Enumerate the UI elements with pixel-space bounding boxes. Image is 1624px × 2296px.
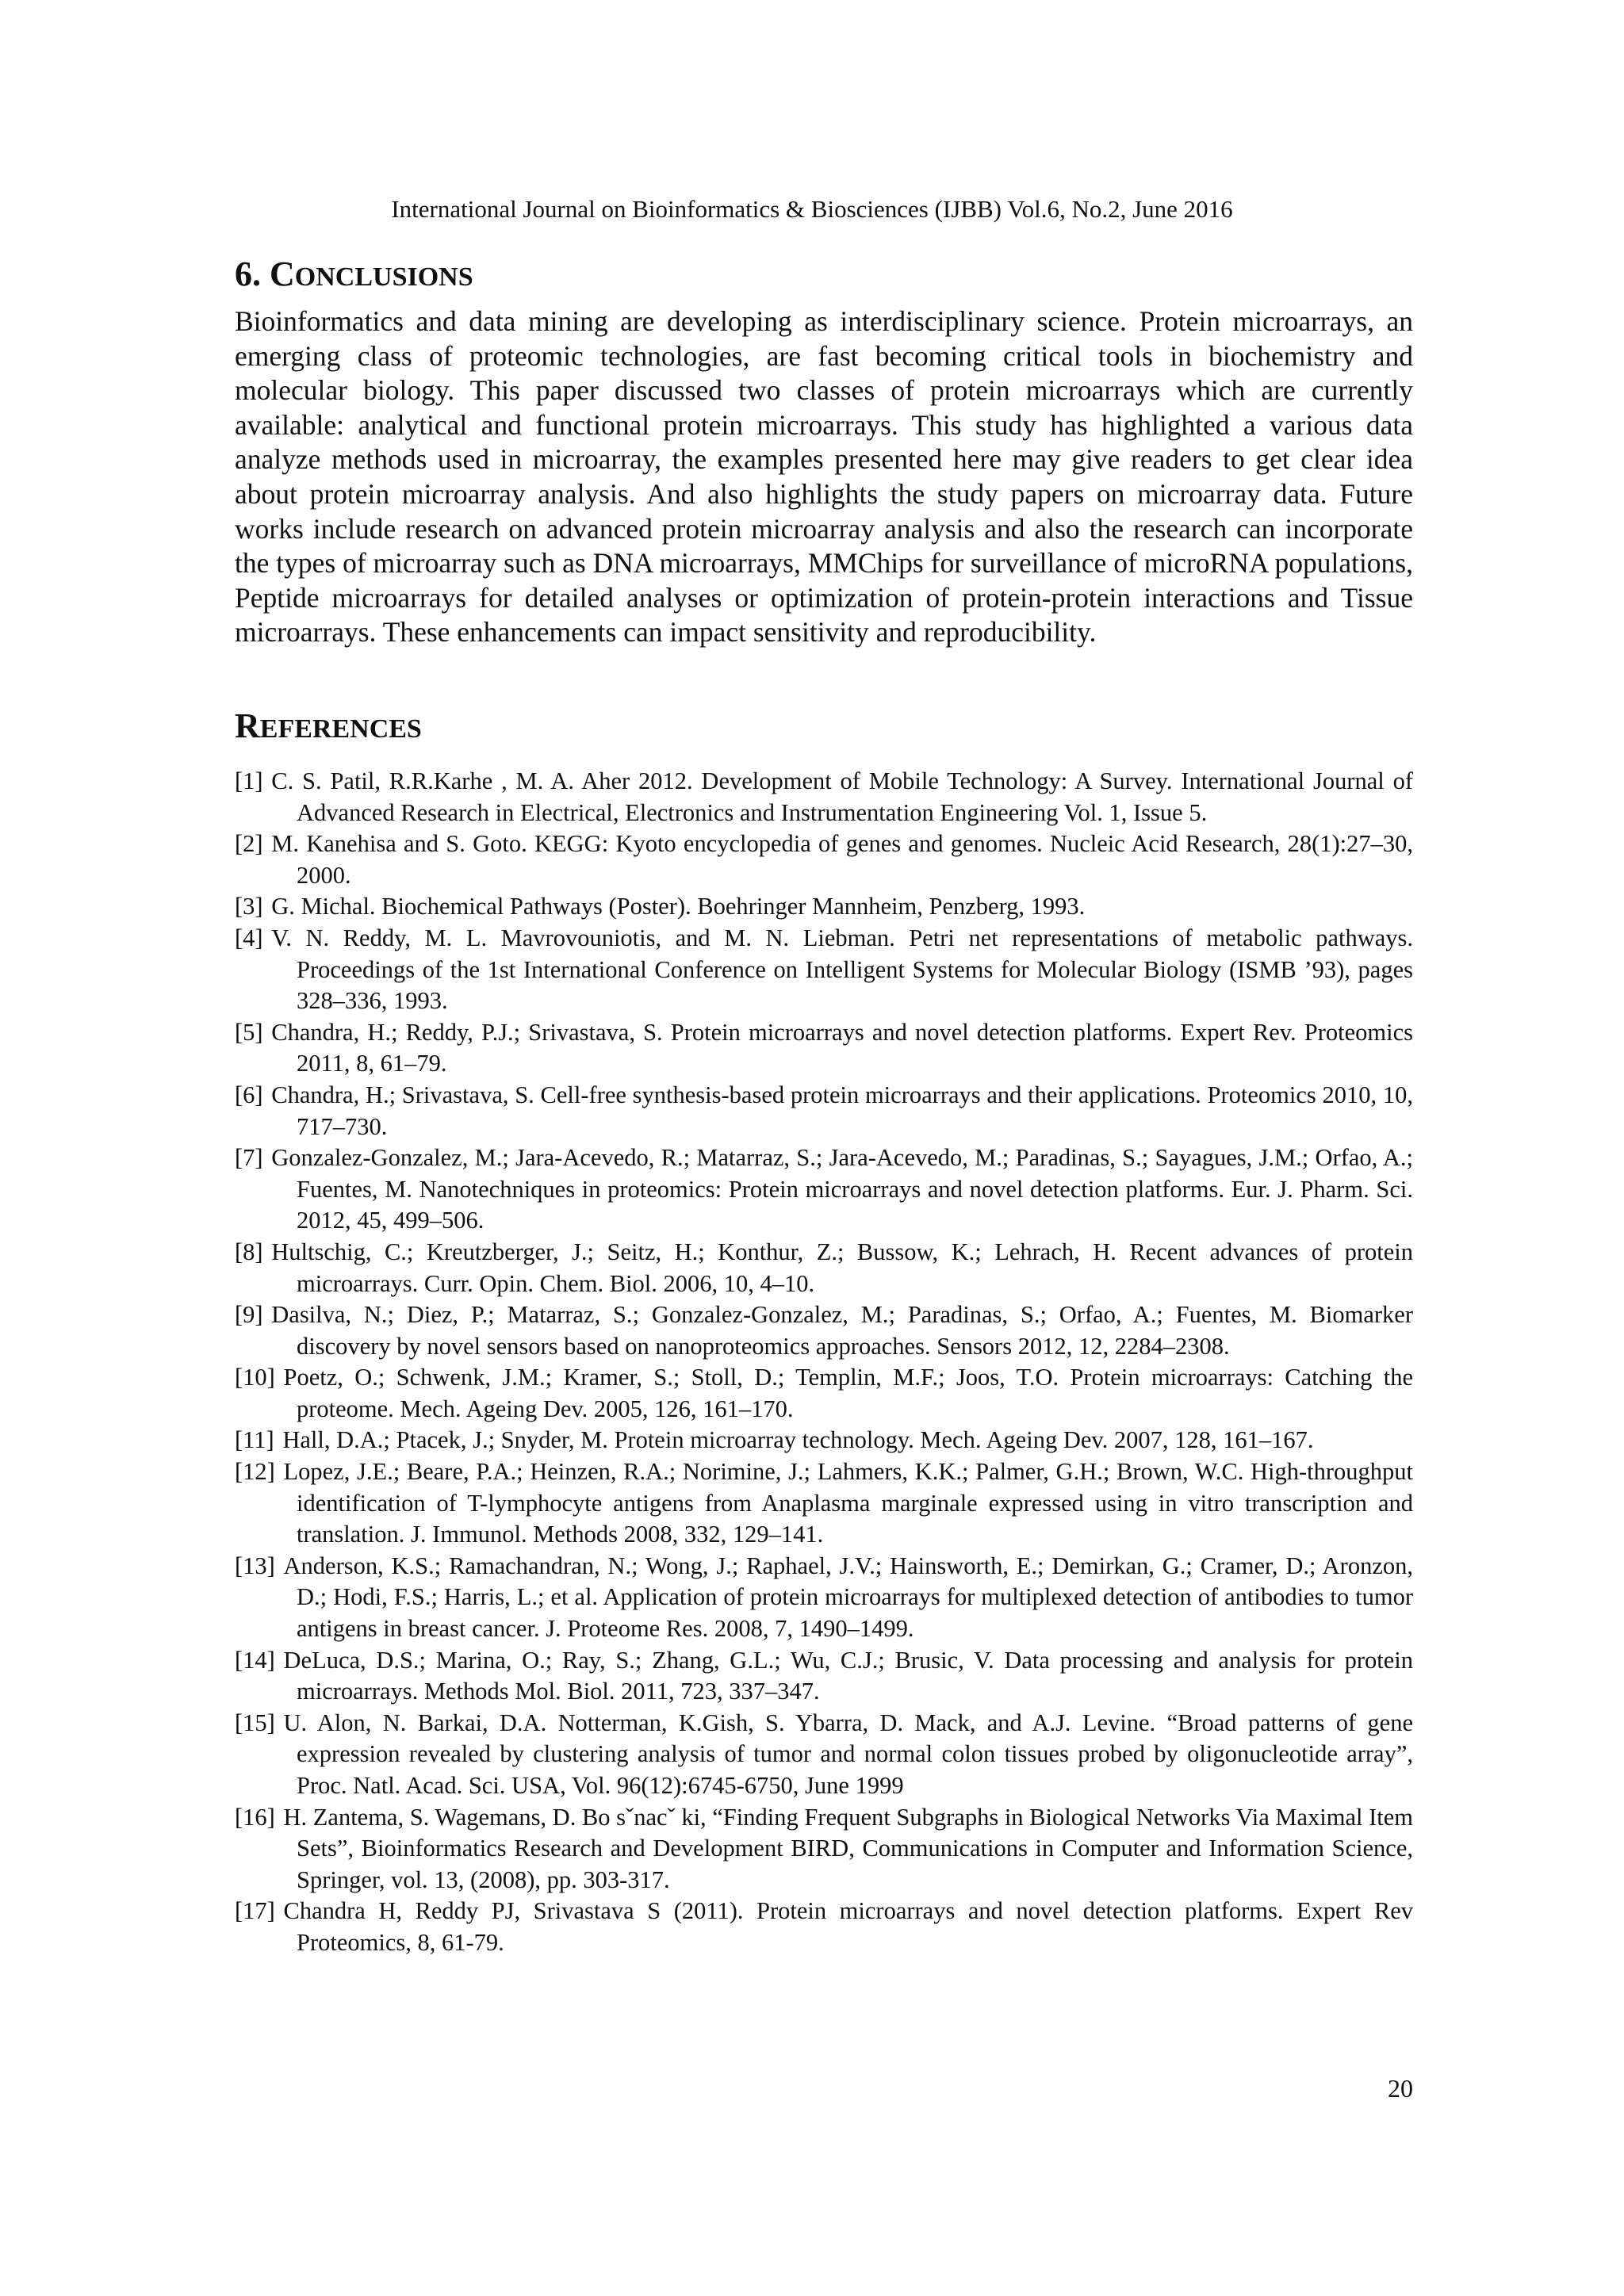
reference-item <box>235 1080 1413 1142</box>
reference-number: [3] <box>235 893 263 920</box>
reference-text: M. Kanehisa and S. Goto. KEGG: Kyoto encyclopedia of genes and genomes. Nucleic Acid Research, 28(1):27–30, 2000. <box>271 830 1413 889</box>
references-heading <box>235 704 422 752</box>
reference-item <box>235 923 1413 1017</box>
reference-number: [6] <box>235 1081 263 1108</box>
reference-item <box>235 1425 1413 1456</box>
reference-number: [5] <box>235 1018 263 1046</box>
reference-number: [12] <box>235 1458 275 1486</box>
reference-text: Anderson, K.S.; Ramachandran, N.; Wong, J.; Raphael, J.V.; Hainsworth, E.; Demirkan, G.; Cramer, D.; Aronzon, D.; Hodi, F.S.; Harris, L.; et al. Application of protein microarrays for multiplexed detection of antibodies to tumor antigens in breast cancer. J. Proteome Res. 2008, 7, 1490–1499. <box>283 1552 1413 1643</box>
reference-item <box>235 1802 1413 1896</box>
reference-number: [13] <box>235 1552 275 1579</box>
conclusions-heading <box>235 252 473 300</box>
reference-number: [1] <box>235 767 263 794</box>
reference-number: [8] <box>235 1238 263 1265</box>
reference-text: Chandra, H.; Reddy, P.J.; Srivastava, S. Protein microarrays and novel detection platforms. Expert Rev. Proteomics 2011, 8, 61–79. <box>271 1018 1413 1077</box>
conclusions-title-initial: C <box>270 254 295 293</box>
reference-number: [10] <box>235 1364 275 1391</box>
reference-number: [14] <box>235 1646 275 1674</box>
conclusions-number: 6. <box>235 254 261 293</box>
reference-number: [17] <box>235 1897 275 1925</box>
reference-item <box>235 1708 1413 1802</box>
reference-text: Chandra H, Reddy PJ, Srivastava S (2011). Protein microarrays and novel detection platforms. Expert Rev Proteomics, 8, 61-79. <box>283 1897 1413 1956</box>
reference-text: V. N. Reddy, M. L. Mavrovouniotis, and M. N. Liebman. Petri net representations of metabolic pathways. Proceedings of the 1st International Conference on Intelligent Systems for Molecular Biology (ISMB ’93), pages 328–336, 1993. <box>271 924 1413 1015</box>
reference-text: Chandra, H.; Srivastava, S. Cell-free synthesis-based protein microarrays and their applications. Proteomics 2010, 10, 717–730. <box>271 1081 1413 1140</box>
reference-text: Dasilva, N.; Diez, P.; Matarraz, S.; Gonzalez-Gonzalez, M.; Paradinas, S.; Orfao, A.; Fuentes, M. Biomarker discovery by novel sensors based on nanoproteomics approaches. Sensors 2012, 12, 2284–2308. <box>271 1301 1413 1360</box>
reference-number: [9] <box>235 1301 263 1329</box>
reference-text: Hall, D.A.; Ptacek, J.; Snyder, M. Protein microarray technology. Mech. Ageing Dev. 2007, 128, 161–167. <box>282 1426 1314 1454</box>
reference-text: DeLuca, D.S.; Marina, O.; Ray, S.; Zhang, G.L.; Wu, C.J.; Brusic, V. Data processing and analysis for protein microarrays. Methods Mol. Biol. 2011, 723, 337–347. <box>283 1646 1413 1705</box>
references-title-initial: R <box>235 706 260 745</box>
reference-text: Gonzalez-Gonzalez, M.; Jara-Acevedo, R.; Matarraz, S.; Jara-Acevedo, M.; Paradinas, S.; Sayagues, J.M.; Orfao, A.; Fuentes, M. Nanotechniques in proteomics: Protein microarrays and novel detection platforms. Eur. J. Pharm. Sci. 2012, 45, 499–506. <box>271 1144 1413 1234</box>
reference-item <box>235 1456 1413 1551</box>
reference-text: U. Alon, N. Barkai, D.A. Notterman, K.Gish, S. Ybarra, D. Mack, and A.J. Levine. “Broad patterns of gene expression revealed by clustering analysis of tumor and normal colon tissues probed by oligonucleotide array”, Proc. Natl. Acad. Sci. USA, Vol. 96(12):6745-6750, June 1999 <box>283 1709 1413 1799</box>
reference-item <box>235 1645 1413 1708</box>
reference-item <box>235 1237 1413 1299</box>
reference-number: [7] <box>235 1144 263 1172</box>
reference-list <box>235 766 1413 1959</box>
conclusions-paragraph: Bioinformatics and data mining are developing as interdisciplinary science. Protein microarrays, an emerging class of proteomic technologies, are fast becoming critical tools in biochemistry and molecular biology. This paper discussed two classes of protein microarrays which are currently available: analytical and functional protein microarrays. This study has highlighted a various data analyze methods used in microarray, the examples presented here may give readers to get clear idea about protein microarray analysis. And also highlights the study papers on microarray data. Future works include research on advanced protein microarray analysis and also the research can incorporate the types of microarray such as DNA microarrays, MMChips for surveillance of microRNA populations, Peptide microarrays for detailed analyses or optimization of protein-protein interactions and Tissue microarrays. These enhancements can impact sensitivity and reproducibility. <box>235 305 1413 649</box>
reference-text: Lopez, J.E.; Beare, P.A.; Heinzen, R.A.; Norimine, J.; Lahmers, K.K.; Palmer, G.H.; Brown, W.C. High-throughput identification of T-lymphocyte antigens from Anaplasma marginale expressed using in vitro transcription and translation. J. Immunol. Methods 2008, 332, 129–141. <box>283 1458 1413 1548</box>
reference-text: G. Michal. Biochemical Pathways (Poster). Boehringer Mannheim, Penzberg, 1993. <box>271 893 1086 920</box>
reference-item <box>235 1896 1413 1958</box>
reference-item <box>235 1299 1413 1362</box>
reference-number: [4] <box>235 924 263 951</box>
reference-text: C. S. Patil, R.R.Karhe , M. A. Aher 2012. Development of Mobile Technology: A Survey. International Journal of Advanced Research in Electrical, Electronics and Instrumentation Engineering Vol. 1, Issue 5. <box>271 767 1413 826</box>
reference-item <box>235 1017 1413 1080</box>
reference-item <box>235 1362 1413 1425</box>
reference-text: H. Zantema, S. Wagemans, D. Bo sˇnacˇ ki, “Finding Frequent Subgraphs in Biological Networks Via Maximal Item Sets”, Bioinformatics Research and Development BIRD, Communications in Computer and Information Science, Springer, vol. 13, (2008), pp. 303-317. <box>283 1803 1413 1893</box>
page-number: 20 <box>1388 2074 1413 2103</box>
running-header: International Journal on Bioinformatics & Biosciences (IJBB) Vol.6, No.2, June 2016 <box>391 195 1233 223</box>
reference-number: [15] <box>235 1709 275 1736</box>
reference-text: Poetz, O.; Schwenk, J.M.; Kramer, S.; Stoll, D.; Templin, M.F.; Joos, T.O. Protein microarrays: Catching the proteome. Mech. Ageing Dev. 2005, 126, 161–170. <box>283 1364 1413 1422</box>
reference-item <box>235 1551 1413 1645</box>
reference-number: [11] <box>235 1426 274 1454</box>
conclusions-title-rest: ONCLUSIONS <box>294 262 473 292</box>
reference-item <box>235 891 1413 923</box>
reference-item <box>235 828 1413 891</box>
references-title-rest: EFERENCES <box>259 714 422 744</box>
reference-text: Hultschig, C.; Kreutzberger, J.; Seitz, H.; Konthur, Z.; Bussow, K.; Lehrach, H. Recent advances of protein microarrays. Curr. Opin. Chem. Biol. 2006, 10, 4–10. <box>271 1238 1413 1297</box>
reference-item <box>235 766 1413 828</box>
reference-number: [2] <box>235 830 263 858</box>
reference-item <box>235 1142 1413 1237</box>
reference-number: [16] <box>235 1803 275 1831</box>
